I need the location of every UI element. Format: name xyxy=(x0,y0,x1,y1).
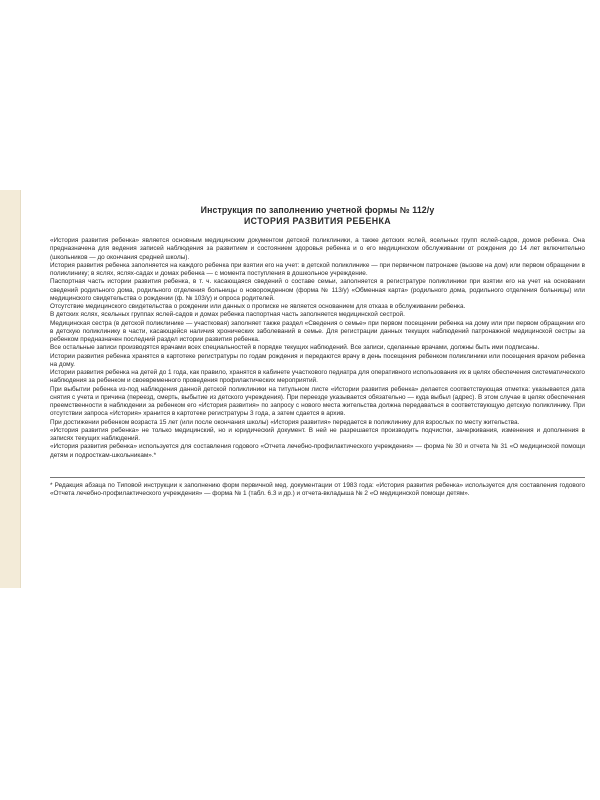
document-subtitle: ИСТОРИЯ РАЗВИТИЯ РЕБЕНКА xyxy=(243,216,392,226)
paragraph-1: «История развития ребенка» является основным медицинским документом детской поликлиники, а также детских яслей, ясельных групп яслей-садов, домов ребенка. Она предназначена для ведения записей наблюдения за развитием и состоянием здоровья ребенка и о его медицинском обслуживании от рождения до 14 лет включительно (школьников — до окончания средней школы). xyxy=(50,237,585,261)
paragraph-9: Истории развития ребенка на детей до 1 года, как правило, хранятся в кабинете участкового педиатра для оперативного использования их в целях обеспечения систематического наблюдения за ребенком и своевременного проведения профилактических мероприятий. xyxy=(50,369,585,385)
footnote-divider xyxy=(50,477,585,478)
paragraph-7: Все остальные записи производятся врачами всех специальностей в порядке текущих наблюдений. Все записи, сделанные врачами, должны быть ими подписаны. xyxy=(50,344,540,352)
footnote: * Редакция абзаца по Типовой инструкции к заполнению форм первичной мед. документации от 1983 года: «История развития ребенка» используется для составления годового «Отчета лечебно-профилактического учреждения» — форма № 1 (табл. 6.3 и др.) и отчета-вкладыша № 2 «О медицинской помощи детям». xyxy=(50,481,585,497)
page-edge-strip xyxy=(0,190,21,588)
paragraph-11: При достижении ребенком возраста 15 лет (или после окончания школы) «История развития» передается в поликлинику для взрослых по месту жительства. xyxy=(50,418,520,426)
paragraph-3: Паспортная часть истории развития ребенка, в т. ч. касающаяся сведений о составе семьи, заполняется в регистратуре поликлиники при взятии его на учет на основании сведений родильного дома, родильного отделения больницы о новорожденном (форма № 113/у) «Обменная карта» (родильного дома, родильного отделения больницы) или медицинского свидетельства о рождении (ф. № 103/у) и опроса родителей. xyxy=(50,278,585,302)
paragraph-10: При выбытии ребенка из-под наблюдения данной детской поликлиники на титульном листе «Истории развития ребенка» делается соответствующая отметка: указывается дата снятия с учета и причина (переезд, смерть, выбытие из детского учреждения). При переезде указывается обязательно — куда выбыл (адрес). В этом случае в целях обеспечения преемственности в наблюдении за ребенком его «История развития» по запросу с нового места жительства должна передаваться в соответствующую детскую поликлинику. При отсутствии запроса «История» хранится в картотеке регистратуры 3 года, а затем сдается в архив. xyxy=(50,385,585,418)
paragraph-5: В детских яслях, ясельных группах яслей-садов и домах ребенка паспортная часть заполняется медицинской сестрой. xyxy=(50,311,405,319)
document-title: Инструкция по заполнению учетной формы № 112/у xyxy=(200,205,435,215)
paragraph-6: Медицинская сестра (в детской поликлинике — участковая) заполняет также раздел «Сведения о семье» при первом посещении ребенка на дому или при первом обращении его в детскую поликлинику в части, касающейся наличия хронических заболеваний в семье. Для регистрации данных текущих наблюдений патронажной медицинской сестры за ребенком предназначен последний раздел истории развития ребенка. xyxy=(50,319,585,343)
paragraph-4: Отсутствие медицинского свидетельства о рождении или данных о прописке не является основанием для отказа в обслуживании ребенка. xyxy=(50,303,466,310)
paragraph-12: «История развития ребенка» не только медицинский, но и юридический документ. В ней не разрешается производить подчистки, зачеркивания, изменения и дополнения в записях текущих наблюдений. xyxy=(50,426,585,442)
paragraph-2: История развития ребенка заполняется на каждого ребенка при взятии его на учет: в детской поликлинике — при первичном патронаже (вызове на дом) или первом обращении в поликлинику; в яслях, яслях-садах и домах ребенка — с момента поступления в дошкольное учреждение. xyxy=(50,261,585,277)
document-page xyxy=(50,205,585,498)
instruction-body xyxy=(50,237,585,460)
paragraph-13: «История развития ребенка» используется для составления годового «Отчета лечебно-профилактического учреждения» — форма № 30 и отчета № 31 «О медицинской помощи детям и подросткам-школьникам».* xyxy=(50,443,585,459)
paragraph-8: Истории развития ребенка хранятся в картотеке регистратуры по годам рождения и передаются врачу в день посещения ребенком поликлиники или посещения врачом ребенка на дому. xyxy=(50,352,585,368)
